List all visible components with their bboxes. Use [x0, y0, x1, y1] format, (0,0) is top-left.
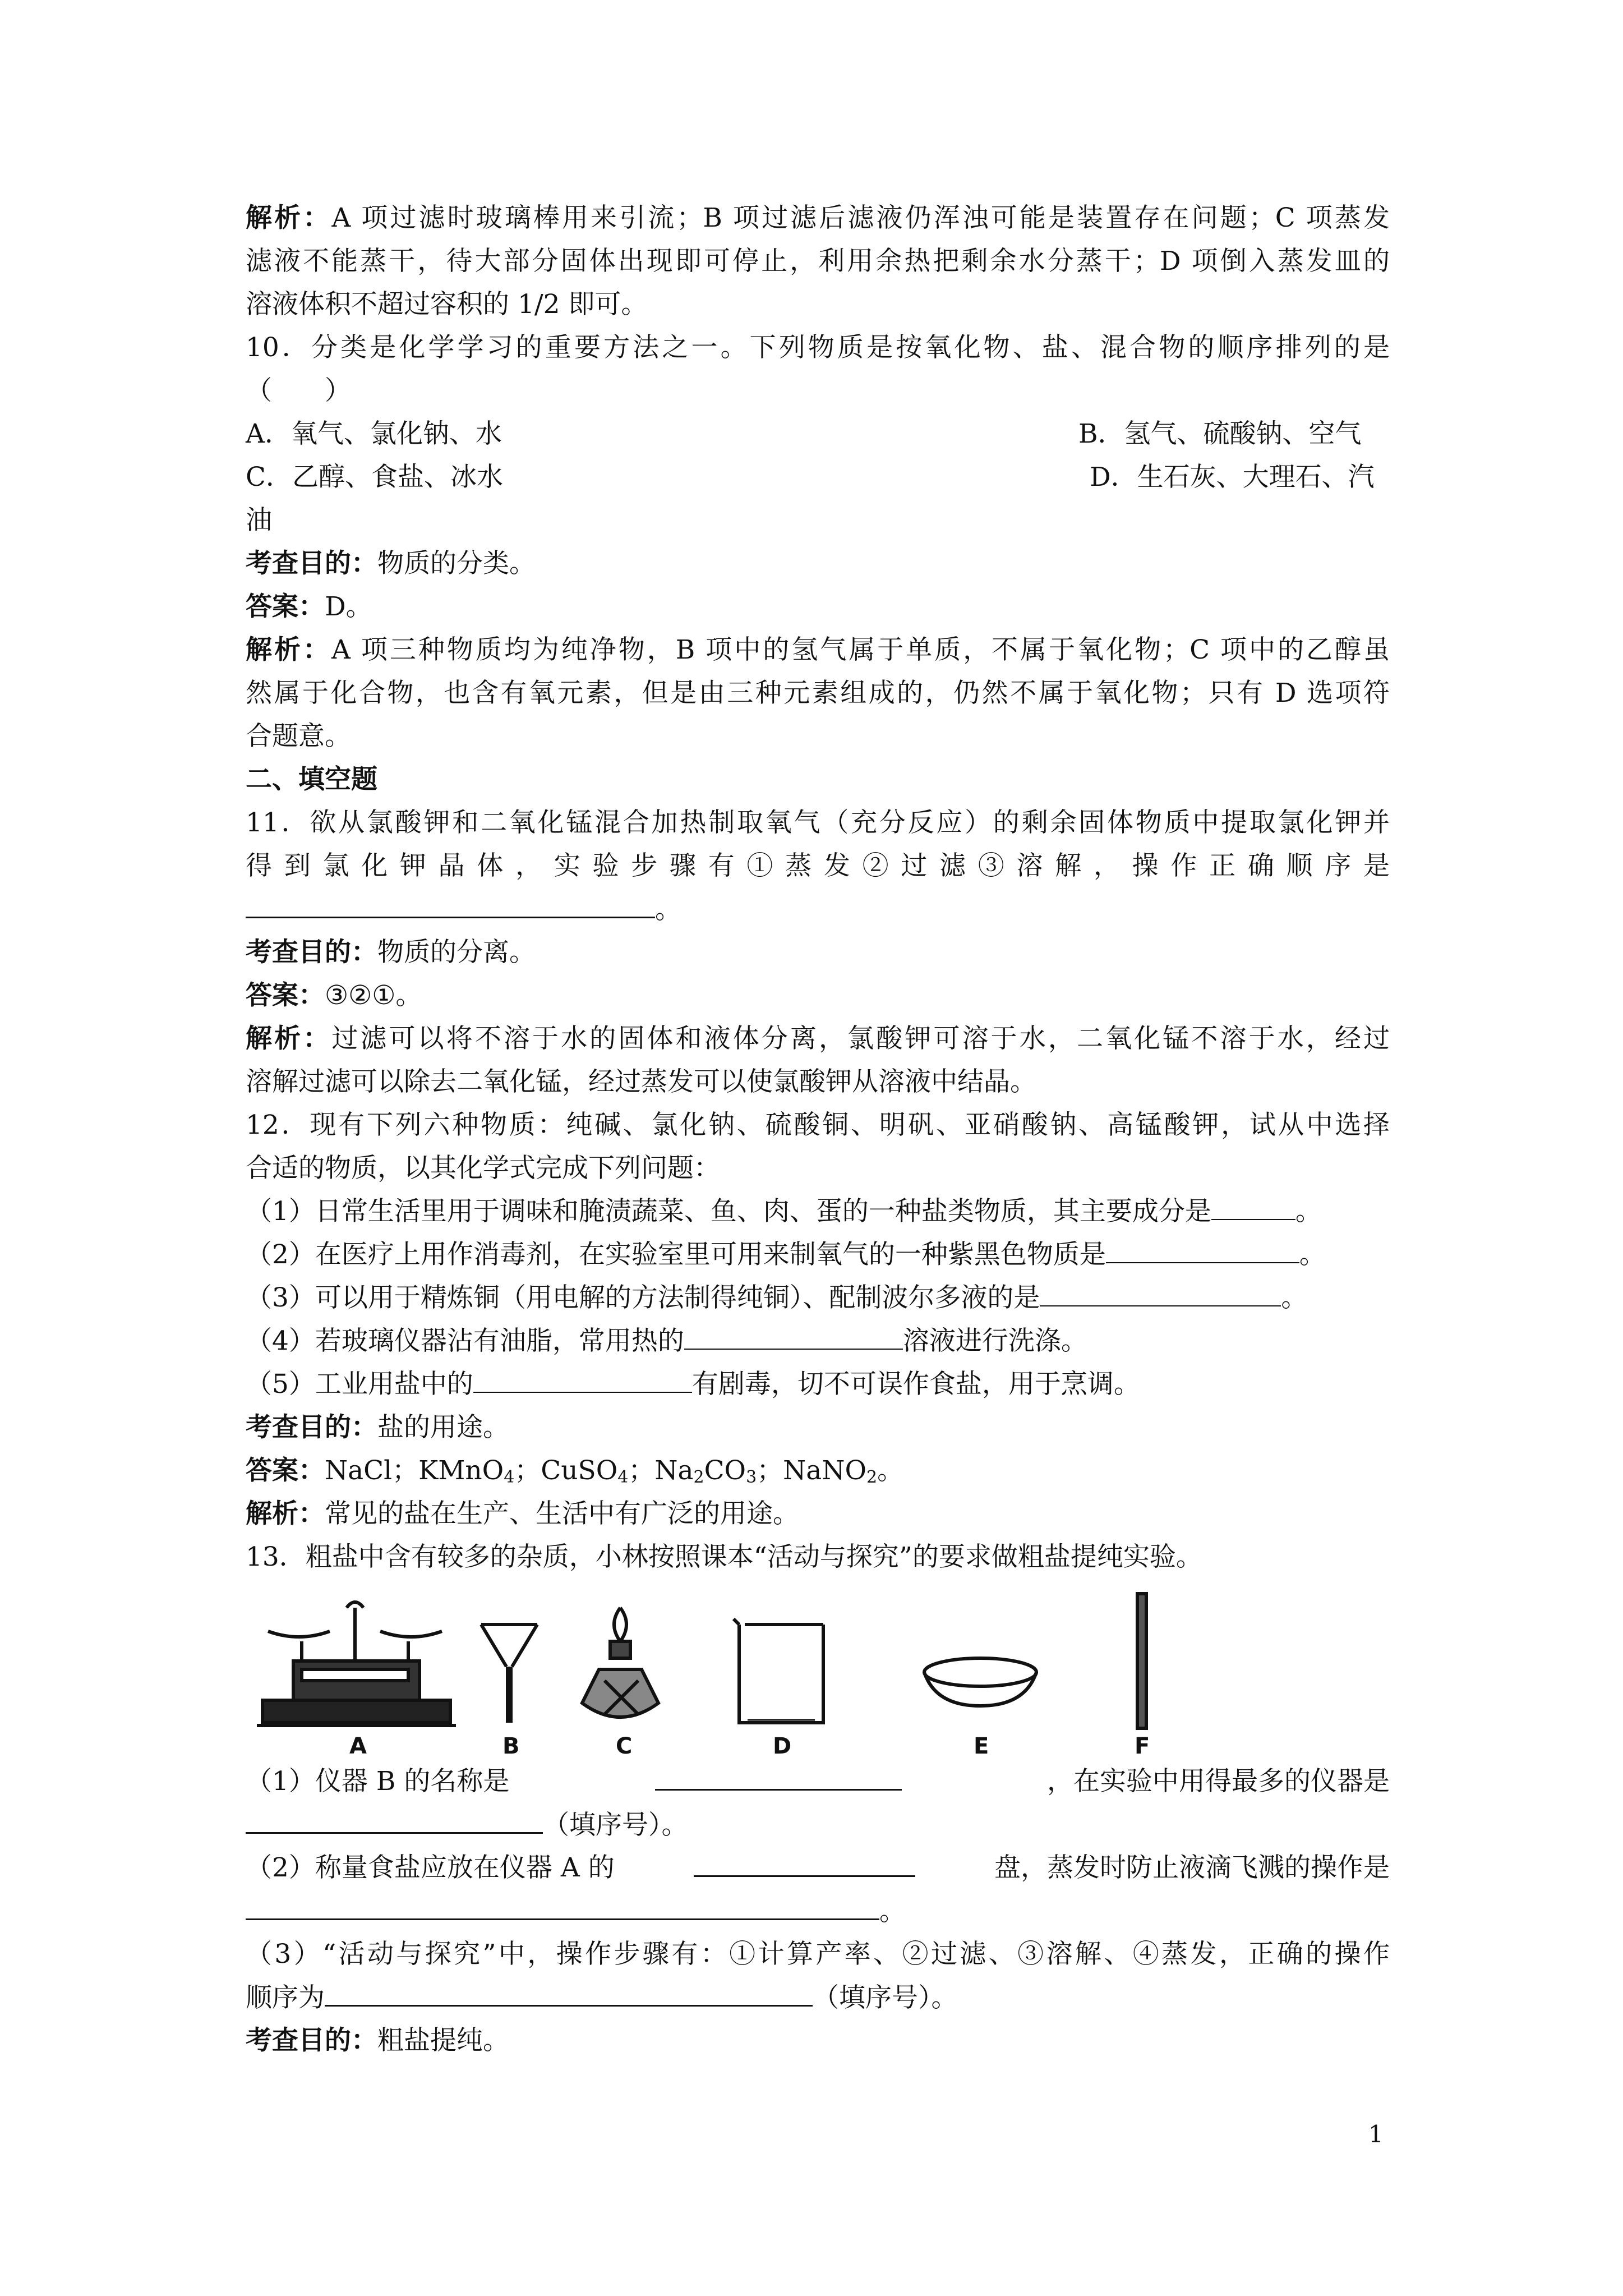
q9-analysis-line-2: 滤液不能蒸干，待大部分固体出现即可停止，利用余热把剩余水分蒸干；D 项倒入蒸发皿的 [246, 246, 1390, 277]
alcohol-lamp-illustration [582, 1608, 658, 1717]
answer-blank[interactable] [655, 1760, 902, 1791]
q10-option-d-cont: 油 [246, 505, 272, 536]
q11-analysis-line-2: 溶解过滤可以除去二氧化锰，经过蒸发可以使氯酸钾从溶液中结晶。 [246, 1066, 1036, 1097]
answer-blank[interactable] [325, 1976, 813, 2007]
q12-purpose: 考查目的：盐的用途。 [246, 1412, 509, 1443]
document-body [246, 196, 1390, 2062]
answer-blank[interactable] [1211, 1190, 1295, 1220]
q11-stem-line-1: 11．欲从氯酸钾和二氧化锰混合加热制取氧气（充分反应）的剩余固体物质中提取氯化钾并 [246, 807, 1390, 838]
q10-option-c: C．乙醇、食盐、冰水 [246, 462, 503, 493]
q12-analysis: 解析：常见的盐在生产、生活中有广泛的用途。 [246, 1498, 799, 1529]
q11-stem-line-2: 得到氯化钾晶体，实验步骤有①蒸发②过滤③溶解，操作正确顺序是 [246, 850, 1390, 881]
answer-blank[interactable] [246, 1803, 543, 1834]
q10-stem-line-1: 10．分类是化学学习的重要方法之一。下列物质是按氧化物、盐、混合物的顺序排列的是 [246, 332, 1390, 363]
q9-analysis-line-1: 解析：A 项过滤时玻璃棒用来引流；B 项过滤后滤液仍浑浊可能是装置存在问题；C 项蒸发 [246, 203, 1390, 233]
answer-blank[interactable] [246, 887, 655, 918]
q13-part-3-line-1: （3）“活动与探究”中，操作步骤有：①计算产率、②过滤、③溶解、④蒸发，正确的操作 [246, 1939, 1390, 1970]
q11-answer: 答案：③②①。 [246, 980, 422, 1011]
q12-part-1: （1）日常生活里用于调味和腌渍蔬菜、鱼、肉、蛋的一种盐类物质，其主要成分是 。 [246, 1190, 1390, 1233]
q13-stem: 13．粗盐中含有较多的杂质，小林按照课本“活动与探究”的要求做粗盐提纯实验。 [246, 1542, 1202, 1572]
q12-part-4: （4）若玻璃仪器沾有油脂，常用热的 溶液进行洗涤。 [246, 1319, 1390, 1363]
balance-illustration [257, 1602, 456, 1726]
answer-blank[interactable] [694, 1846, 915, 1877]
figure-label-e: E [974, 1733, 989, 1756]
answer-blank[interactable] [1106, 1233, 1299, 1263]
q10-option-b: B．氢气、硫酸钠、空气 [1078, 418, 1362, 449]
q12-part-3: （3）可以用于精炼铜（用电解的方法制得纯铜）、配制波尔多液的是 。 [246, 1276, 1390, 1319]
q10-answer: 答案：D。 [246, 591, 372, 622]
q10-option-a: A．氧气、氯化钠、水 [246, 418, 502, 449]
q9-analysis-line-3: 溶液体积不超过容积的 1/2 即可。 [246, 289, 648, 320]
figure-label-d: D [773, 1733, 792, 1756]
q10-stem-line-2: （ ） [246, 375, 351, 406]
q13-part-3-line-2: 顺序为 （填序号）。 [246, 1976, 1390, 2019]
figure-label-b: B [502, 1733, 520, 1756]
answer-blank[interactable] [1040, 1276, 1281, 1306]
q10-options-row-2 [246, 455, 1390, 499]
glass-rod-illustration [1137, 1594, 1146, 1728]
q10-analysis-line-1: 解析：A 项三种物质均为纯净物，B 项中的氢气属于单质，不属于氧化物；C 项中的乙醇虽 [246, 634, 1390, 665]
q13-part-2-line-1: （2）称量食盐应放在仪器 A 的 盘，蒸发时防止液滴飞溅的操作是 [246, 1846, 1390, 1889]
answer-blank[interactable] [473, 1363, 692, 1393]
q13-part-2-line-2: 。 [246, 1889, 1390, 1932]
page-number: 1 [1368, 2120, 1384, 2148]
q13-part-1-line-2: （填序号）。 [246, 1803, 1390, 1846]
q12-stem-line-2: 合适的物质，以其化学式完成下列问题： [246, 1153, 720, 1184]
funnel-illustration [481, 1625, 537, 1723]
answer-blank[interactable] [246, 1889, 879, 1920]
figure-label-c: C [616, 1733, 633, 1756]
q11-purpose: 考查目的：物质的分离。 [246, 937, 536, 968]
answer-blank[interactable] [684, 1319, 903, 1350]
q12-part-2: （2）在医疗上用作消毒剂，在实验室里可用来制氧气的一种紫黑色物质是 。 [246, 1233, 1390, 1276]
lab-apparatus-figure [246, 1591, 1390, 1756]
figure-label-f: F [1135, 1733, 1150, 1756]
q11-analysis-line-1: 解析：过滤可以将不溶于水的固体和液体分离，氯酸钾可溶于水，二氧化锰不溶于水，经过 [246, 1023, 1390, 1054]
section-title-fill-blank: 二、填空题 [246, 764, 377, 795]
q12-stem-line-1: 12．现有下列六种物质：纯碱、氯化钠、硫酸铜、明矾、亚硝酸钠、高锰酸钾，试从中选择 [246, 1110, 1390, 1140]
q13-part-1-line-1: （1）仪器 B 的名称是 ，在实验中用得最多的仪器是 [246, 1760, 1390, 1803]
q12-part-5: （5）工业用盐中的 有剧毒，切不可误作食盐，用于烹调。 [246, 1363, 1390, 1406]
apparatus-drawing [246, 1591, 1390, 1756]
beaker-illustration [734, 1619, 823, 1723]
figure-label-a: A [349, 1733, 367, 1756]
q11-stem-line-3: 。 [246, 887, 1390, 931]
q13-purpose: 考查目的：粗盐提纯。 [246, 2025, 509, 2056]
q10-analysis-line-2: 然属于化合物，也含有氧元素，但是由三种元素组成的，仍然不属于氧化物；只有 D 选项符 [246, 678, 1390, 708]
q10-options-row-1 [246, 412, 1390, 455]
q12-answer: 答案：NaCl；KMnO$_4$；CuSO$_4$；$Na_2CO_3$；NaNO$_2$。 [246, 1455, 904, 1487]
q10-purpose: 考查目的：物质的分类。 [246, 548, 536, 579]
evaporating-dish-illustration [924, 1658, 1036, 1706]
q10-analysis-line-3: 合题意。 [246, 721, 351, 752]
q10-option-d: D．生石灰、大理石、汽 [1090, 462, 1375, 493]
